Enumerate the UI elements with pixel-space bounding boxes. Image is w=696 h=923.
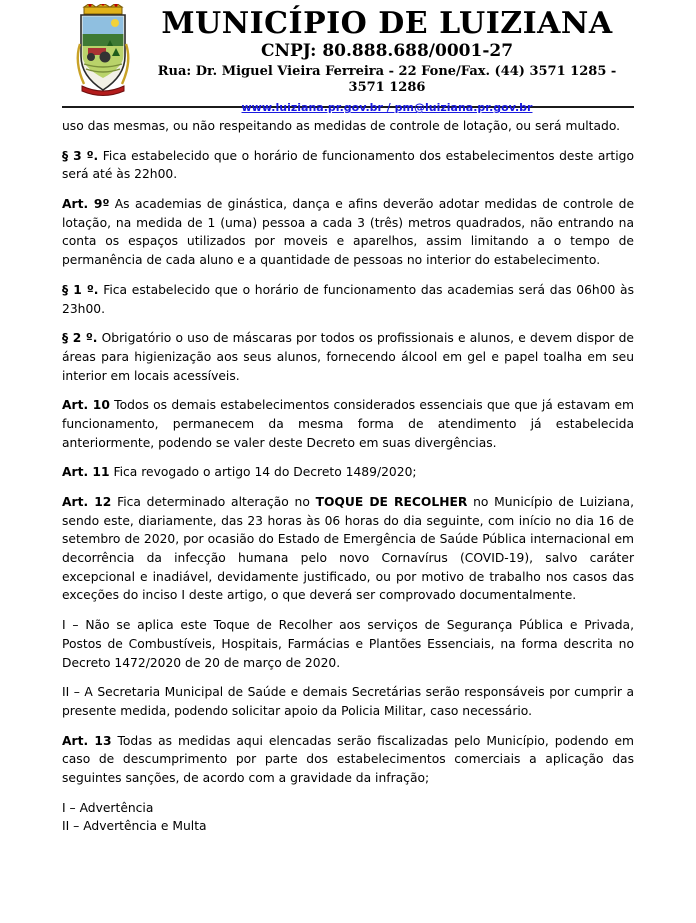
p-art10 (62, 396, 634, 452)
municipality-title: MUNICÍPIO DE LUIZIANA (161, 6, 613, 41)
text-run: Todas as medidas aqui elencadas serão fiscalizadas pelo Município, podendo em caso de descumprimento por parte dos estabelecimentos comerciais a aplicação das seguintes sanções, de acordo com a gravidade da infração; (62, 733, 635, 785)
article-label: Art. 10 (62, 398, 110, 413)
text-run: Fica estabelecido que o horário de funcionamento dos estabelecimentos deste artigo será até às 22h00. (62, 148, 634, 182)
text-run: II – Advertência e Multa (62, 819, 207, 834)
text-run: Fica determinado alteração no (111, 495, 316, 509)
website-email-link[interactable]: www.luiziana.pr.gov.br / pm@luiziana.pr.gov.br (241, 101, 533, 115)
p-par3-art8 (62, 147, 634, 184)
article-label: TOQUE DE RECOLHER (315, 495, 468, 509)
p-art9-par1 (62, 281, 634, 318)
article-label: Art. 12 (62, 495, 112, 509)
text-run: uso das mesmas, ou não respeitando as medidas de controle de lotação, ou será multado. (62, 119, 621, 133)
text-run: Todos os demais estabelecimentos considerados essenciais que que já estavam em funcionamento, permanecem da mesma forma de atendimento já estabelecida anteriormente, podendo se valer deste Decreto em suas divergências. (62, 398, 634, 450)
article-label: § 2 º. (62, 331, 98, 346)
cnpj-line: CNPJ: 80.888.688/0001-27 (260, 40, 514, 61)
text-run: Fica revogado o artigo 14 do Decreto 1489/2020; (109, 465, 417, 480)
p-art13 (62, 732, 634, 788)
p-sancao-2 (62, 817, 634, 836)
address-line: Rua: Dr. Miguel Vieira Ferreira - 22 Fone/Fax. (44) 3571 1285 - 3571 1286 (157, 63, 617, 95)
article-label: Art. 11 (62, 465, 110, 480)
letterhead (62, 0, 634, 115)
p-art9-par2 (62, 329, 634, 385)
p-art11 (62, 463, 634, 482)
text-run: I – Advertência (62, 800, 154, 815)
p-art12-inc2 (62, 683, 634, 720)
p-sancao-1 (62, 799, 634, 818)
article-label: Art. 13 (62, 733, 112, 748)
article-label: § 1 º. (62, 282, 99, 297)
text-run: As academias de ginástica, dança e afins deverão adotar medidas de controle de lotação, na medida de 1 (uma) pessoa a cada 3 (três) metros quadrados, não entrando na conta os espaços utilizados por moveis e aparelhos, assim limitando a o tempo de permanência de cada aluno e a quantidade de pessoas no interior do estabelecimento. (62, 197, 635, 268)
p-art9 (62, 195, 634, 270)
article-label: Art. 9º (62, 197, 110, 212)
p-art12-inc1 (62, 616, 634, 672)
text-run: I – Não se aplica este Toque de Recolher aos serviços de Segurança Pública e Privada, Postos de Combustíveis, Hospitais, Farmácias e Plantões Essenciais, na forma descrita no Decreto 1472/2020 de 20 de março de 2020. (62, 618, 634, 670)
text-run: Obrigatório o uso de máscaras por todos os profissionais e alunos, e devem dispor de áreas para higienização aos seus alunos, fornecendo álcool em gel e papel toalha em seu interior em locais acessíveis. (62, 331, 634, 383)
article-label: § 3 º. (62, 148, 99, 163)
document-body (62, 108, 634, 836)
text-run: II – A Secretaria Municipal de Saúde e demais Secretárias serão responsáveis por cumprir a presente medida, podendo solicitar apoio da Policia Militar, caso necessário. (62, 685, 634, 718)
text-run: no Município de Luiziana, sendo este, diariamente, das 23 horas às 06 horas do dia seguinte, com início no dia 16 de setembro de 2020, por ocasião do Estado de Emergência de Saúde Pública internacional em decorrência da infecção humana pelo novo Cornavírus (COVID-19), salvo caráter excepcional e inadiável, devidamente justificado, ou por motivo de trabalho nos casos das exceções do inciso I deste artigo, o que deverá ser comprovado documentalmente. (62, 495, 634, 603)
text-run: Fica estabelecido que o horário de funcionamento das academias será das 06h00 às 23h00. (62, 282, 634, 316)
coat-of-arms-icon (72, 4, 134, 98)
p-continuation (62, 117, 634, 136)
letterhead-text (140, 8, 634, 116)
p-art12 (62, 493, 634, 605)
